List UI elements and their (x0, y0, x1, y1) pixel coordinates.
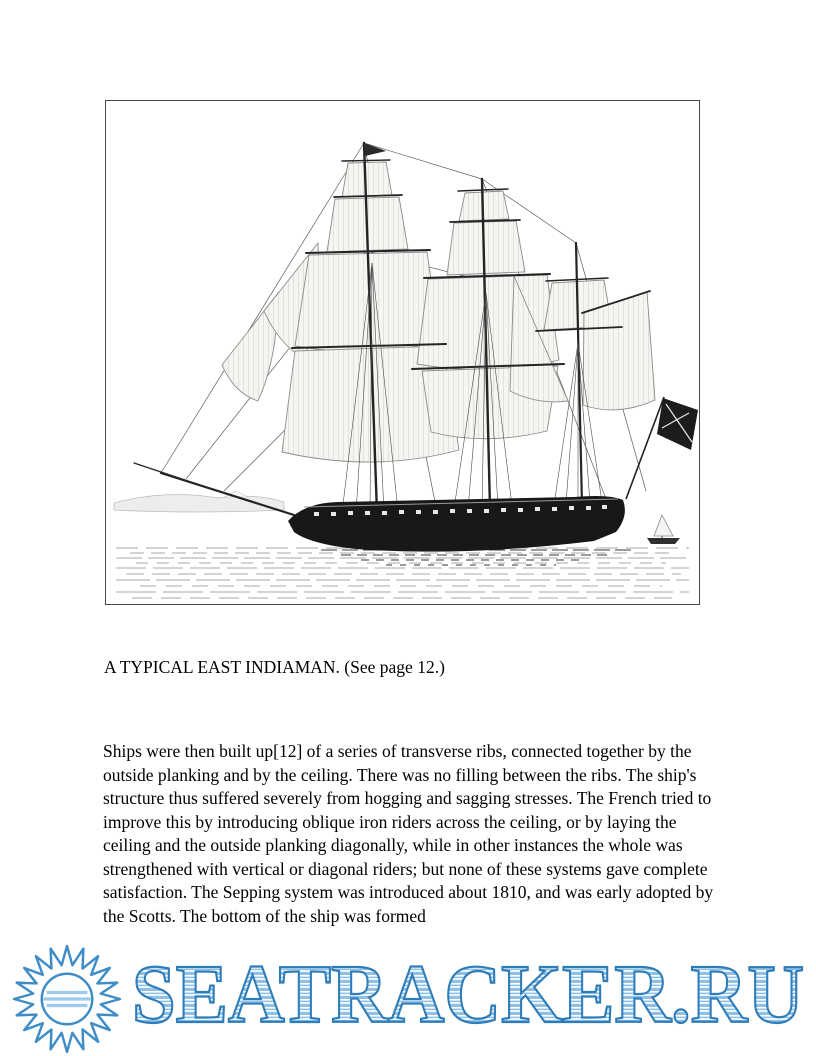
ship-engraving-image (106, 101, 699, 604)
ship-illustration-frame (105, 100, 700, 605)
sun-logo-icon (10, 942, 124, 1056)
watermark-text-svg (126, 946, 810, 1046)
watermark (0, 938, 816, 1056)
watermark-text: SEATRACKER.RU (132, 948, 804, 1041)
body-paragraph: Ships were then built up[12] of a series of transverse ribs, connected together by the outside planking and by the ceiling. There was no filling between the ribs. The ship's structure thus suffered severely from hogging and sagging stresses. The French tried to improve this by introducing oblique iron riders across the ceiling, or by laying the ceiling and the outside planking diagonally, while in other instances the whole was strengthened with vertical or diagonal riders; but none of these systems gave complete satisfaction. The Sepping system was introduced about 1810, and was early adopted by the Scotts. The bottom of the ship was formed (103, 741, 714, 926)
figure-caption: A TYPICAL EAST INDIAMAN. (See page 12.) (104, 657, 445, 677)
